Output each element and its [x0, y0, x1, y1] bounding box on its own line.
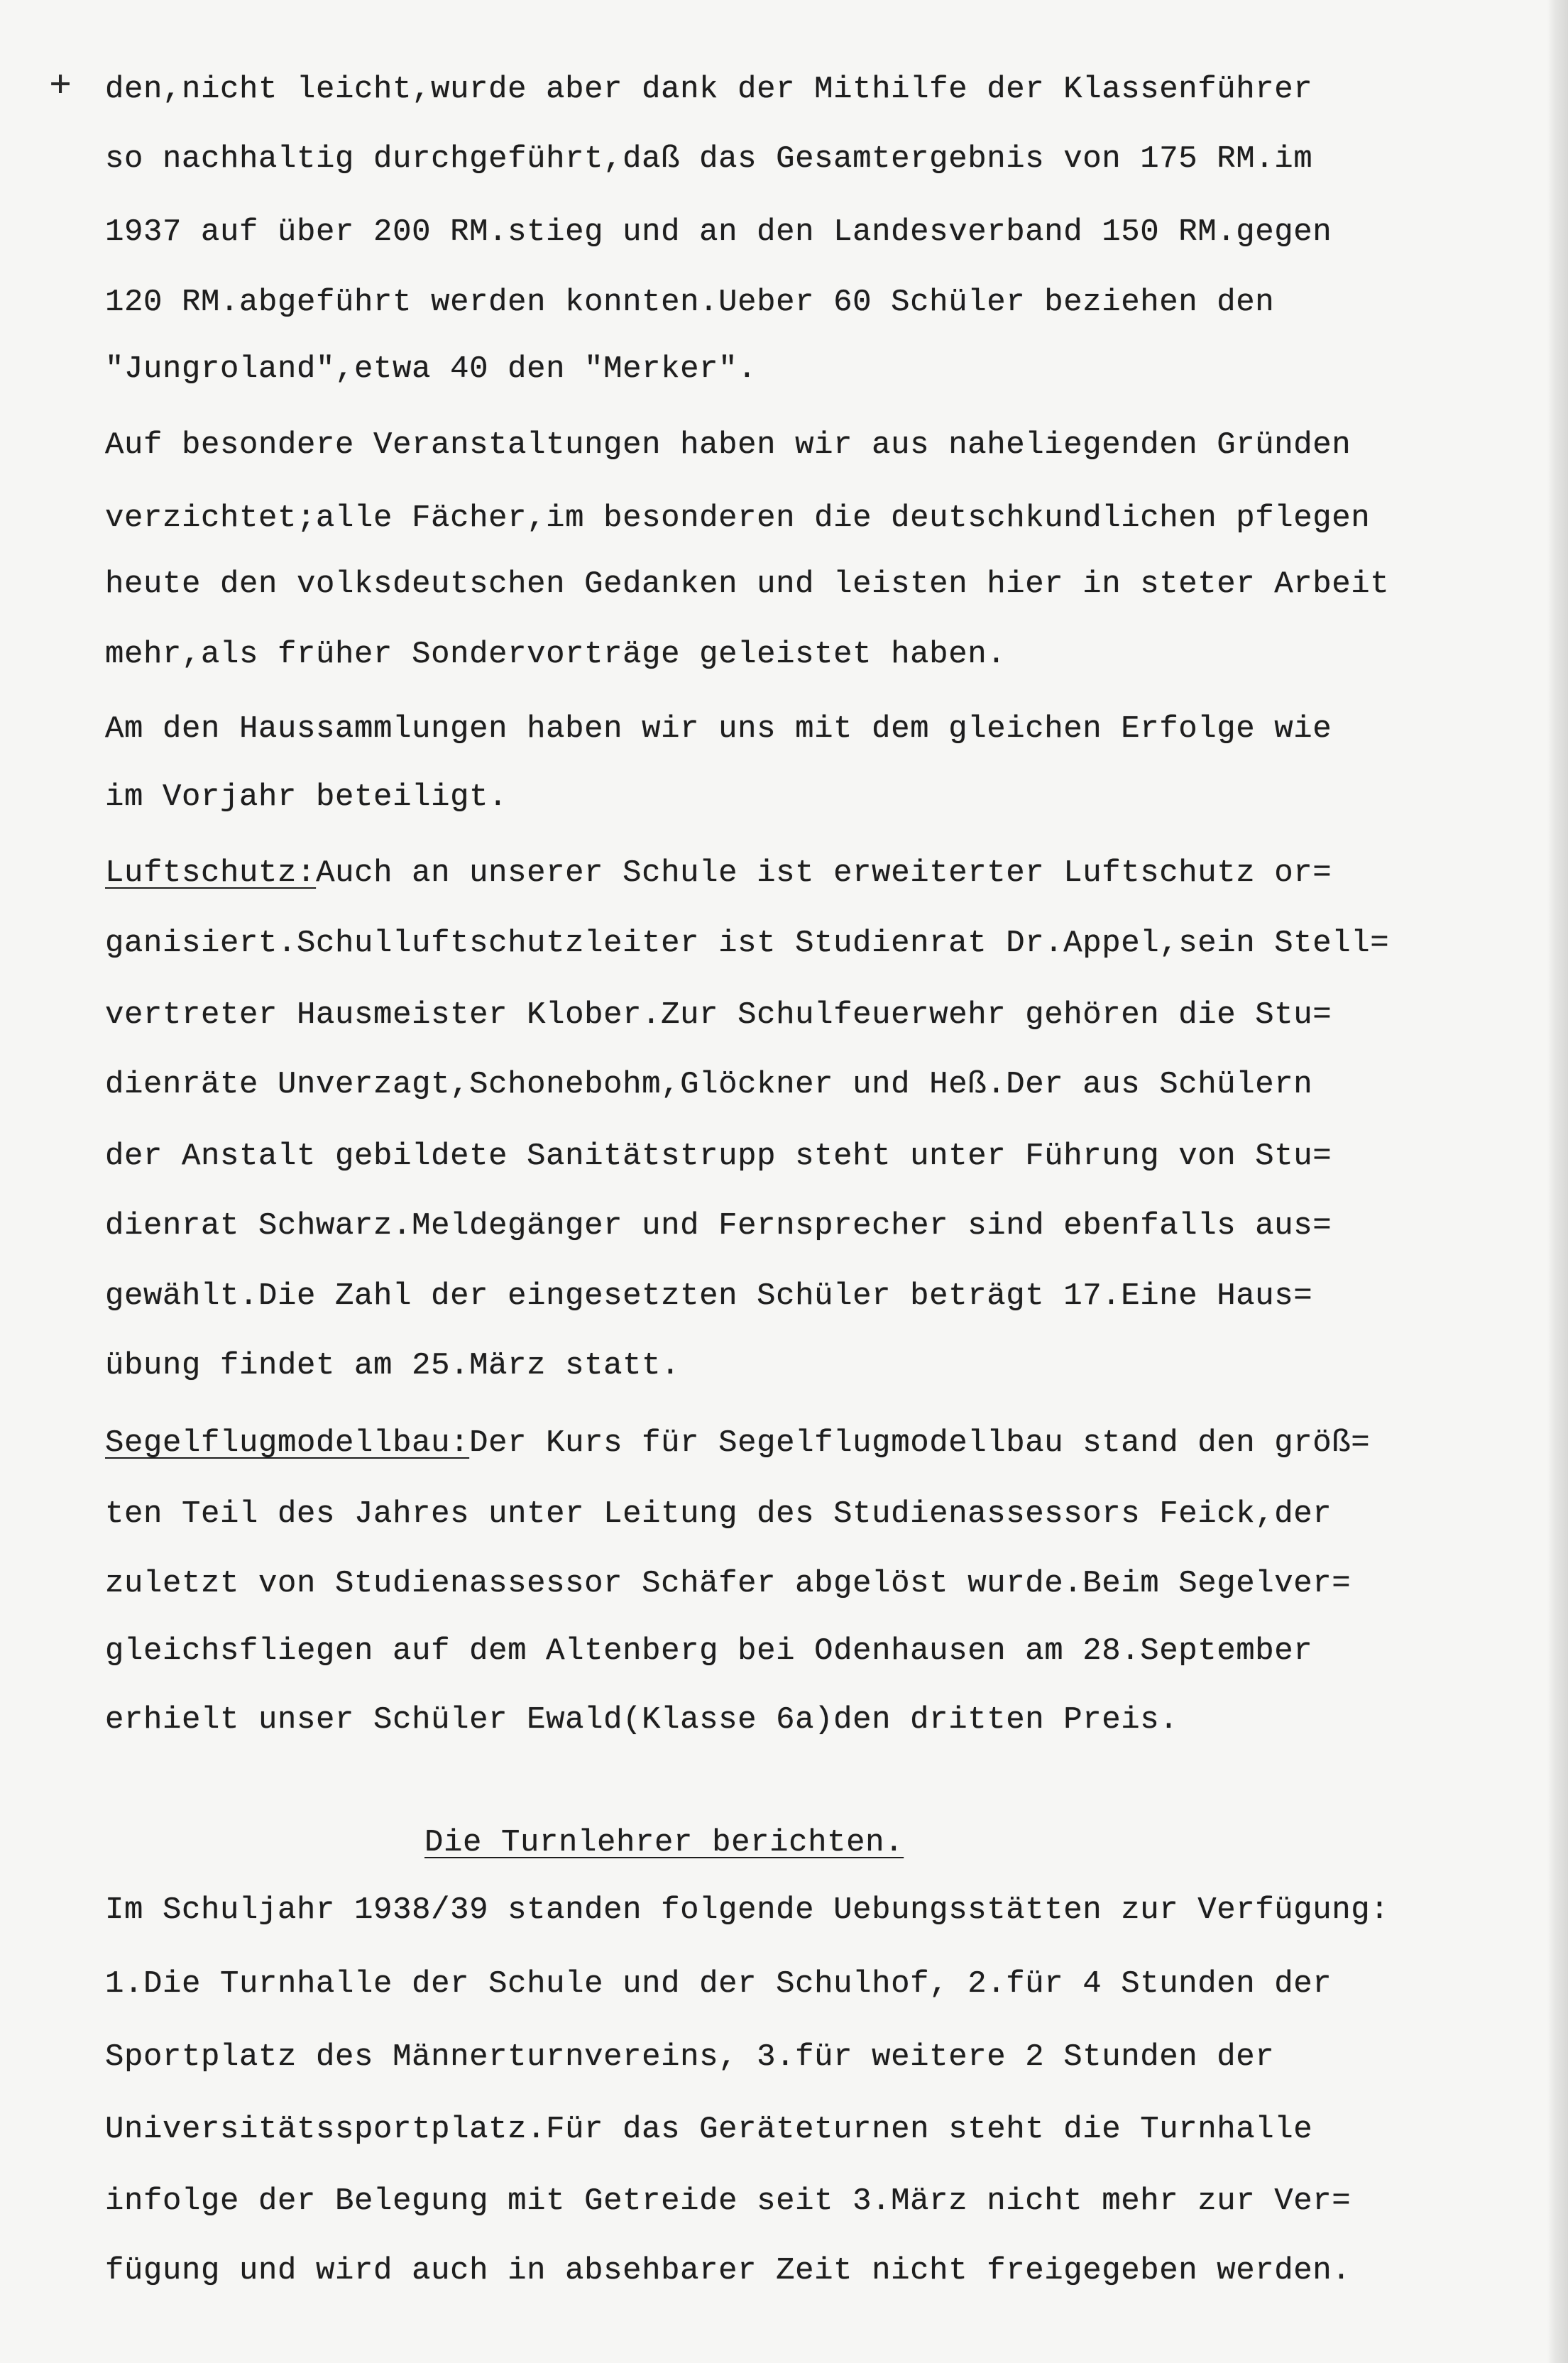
- text-line: im Vorjahr beteiligt.: [105, 779, 508, 815]
- text-fragment: Auch an unserer Schule ist erweiterter Luftschutz or=: [316, 855, 1332, 891]
- text-line: Universitätssportplatz.Für das Geräteturnen steht die Turnhalle: [105, 2112, 1313, 2147]
- text-line: Auf besondere Veranstaltungen haben wir aus naheliegenden Gründen: [105, 427, 1352, 463]
- text-line: ganisiert.Schulluftschutzleiter ist Studienrat Dr.Appel,sein Stell=: [105, 926, 1390, 961]
- text-line: Im Schuljahr 1938/39 standen folgende Uebungsstätten zur Verfügung:: [105, 1892, 1390, 1928]
- heading-text: Die Turnlehrer berichten.: [424, 1825, 904, 1860]
- text-line: den,nicht leicht,wurde aber dank der Mithilfe der Klassenführer: [105, 72, 1313, 107]
- section-heading: [424, 1821, 904, 1864]
- text-line: der Anstalt gebildete Sanitätstrupp steht unter Führung von Stu=: [105, 1139, 1332, 1174]
- section-label-segelflug: Segelflugmodellbau:: [105, 1425, 470, 1461]
- page-edge-shadow: [1547, 0, 1568, 2363]
- text-line: 120 RM.abgeführt werden konnten.Ueber 60 Schüler beziehen den: [105, 285, 1275, 320]
- text-line: 1937 auf über 200 RM.stieg und an den Landesverband 150 RM.gegen: [105, 214, 1332, 250]
- text-line: dienrat Schwarz.Meldegänger und Fernsprecher sind ebenfalls aus=: [105, 1208, 1332, 1244]
- text-line: 1.Die Turnhalle der Schule und der Schulhof, 2.für 4 Stunden der: [105, 1966, 1332, 2002]
- text-line: infolge der Belegung mit Getreide seit 3.März nicht mehr zur Ver=: [105, 2183, 1352, 2219]
- text-line: zuletzt von Studienassessor Schäfer abgelöst wurde.Beim Segelver=: [105, 1566, 1352, 1601]
- text-line: vertreter Hausmeister Klober.Zur Schulfeuerwehr gehören die Stu=: [105, 997, 1332, 1033]
- text-line: Sportplatz des Männerturnvereins, 3.für weitere 2 Stunden der: [105, 2039, 1275, 2075]
- text-fragment: Der Kurs für Segelflugmodellbau stand den größ=: [469, 1425, 1371, 1461]
- text-line: übung findet am 25.März statt.: [105, 1348, 681, 1383]
- text-line: "Jungroland",etwa 40 den "Merker".: [105, 351, 757, 387]
- text-line: [105, 1422, 1370, 1464]
- text-line: heute den volksdeutschen Gedanken und leisten hier in steter Arbeit: [105, 566, 1390, 602]
- text-line: so nachhaltig durchgeführt,daß das Gesamtergebnis von 175 RM.im: [105, 141, 1313, 177]
- margin-cross-mark: +: [50, 62, 72, 104]
- section-label-luftschutz: Luftschutz:: [105, 855, 317, 891]
- text-line: gewählt.Die Zahl der eingesetzten Schüler beträgt 17.Eine Haus=: [105, 1278, 1313, 1314]
- text-line: gleichsfliegen auf dem Altenberg bei Odenhausen am 28.September: [105, 1633, 1313, 1669]
- text-line: erhielt unser Schüler Ewald(Klasse 6a)den dritten Preis.: [105, 1702, 1179, 1738]
- text-line: fügung und wird auch in absehbarer Zeit nicht freigegeben werden.: [105, 2253, 1352, 2288]
- text-line: ten Teil des Jahres unter Leitung des Studienassessors Feick,der: [105, 1496, 1332, 1532]
- text-line: [105, 852, 1332, 894]
- text-line: verzichtet;alle Fächer,im besonderen die deutschkundlichen pflegen: [105, 500, 1371, 536]
- text-line: Am den Haussammlungen haben wir uns mit dem gleichen Erfolge wie: [105, 711, 1332, 747]
- text-line: dienräte Unverzagt,Schonebohm,Glöckner und Heß.Der aus Schülern: [105, 1067, 1313, 1102]
- text-line: mehr,als früher Sondervorträge geleistet haben.: [105, 637, 1007, 672]
